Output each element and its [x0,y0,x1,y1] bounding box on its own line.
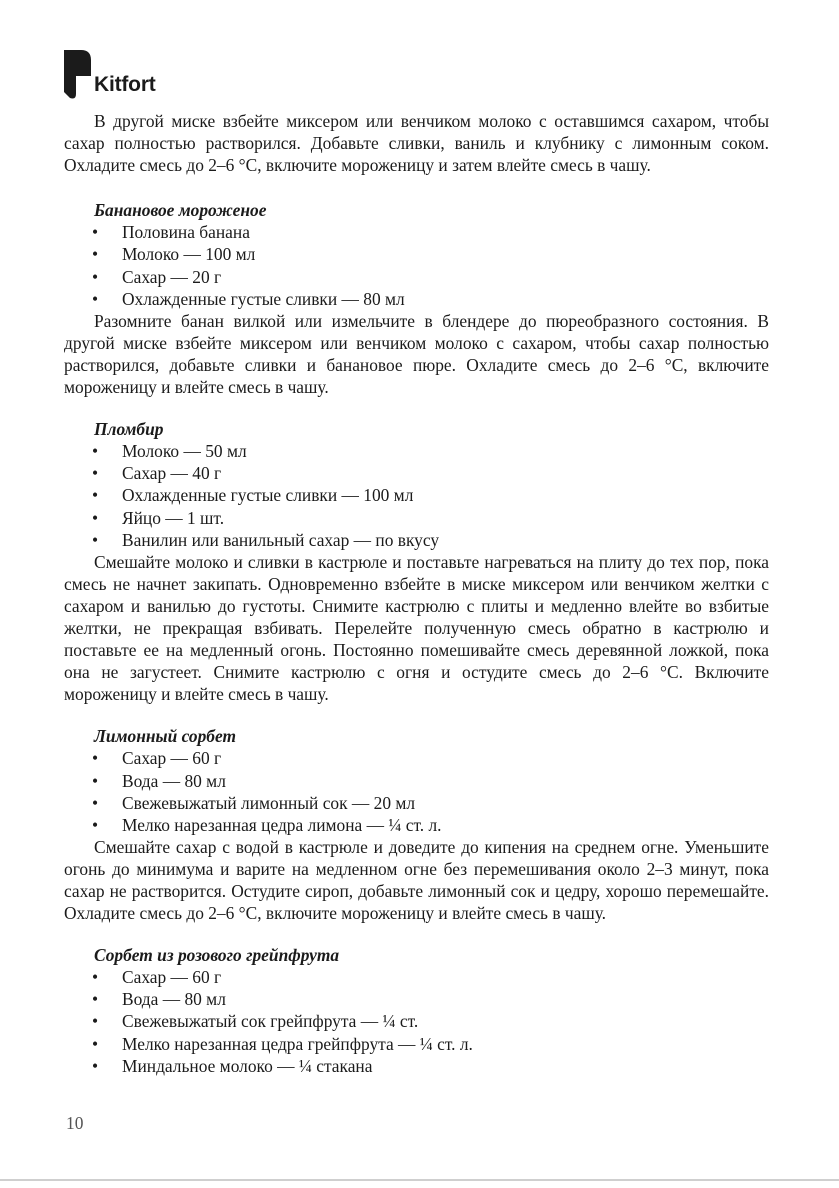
ingredient-item: • Яйцо — 1 шт. [64,507,769,529]
recipe-title: Банановое мороженое [94,200,267,221]
page-bottom-divider [0,1179,839,1181]
page-number: 10 [66,1113,84,1133]
recipe-instructions: Смешайте молоко и сливки в кастрюле и поставьте нагреваться на плиту до тех пор, пока смесь не начнет закипать. Одновременно взбейте в миске миксером или венчиком желтки с сахаром и ванилью до густоты. Снимите кастрюлю с плиты и медленно влейте во взбитые желтки, не прекращая взбивать. Перелейте полученную смесь обратно в кастрюлю и поставьте ее на медленный огонь. Постоянно помешивайте смесь деревянной ложкой, пока она не загустеет. Снимите кастрюлю с огня и остудите смесь до 2–6 °С. Включите мороженицу и влейте смесь в чашу. [64,551,769,705]
ingredient-item: • Сахар — 60 г [64,966,769,988]
ingredient-item: • Вода — 80 мл [64,988,769,1010]
ingredient-item: • Сахар — 20 г [64,266,769,288]
ingredient-item: • Свежевыжатый лимонный сок — 20 мл [64,792,769,814]
ingredient-item: • Миндальное молоко — ¼ стакана [64,1055,769,1077]
intro-paragraph: В другой миске взбейте миксером или венчиком молоко с оставшимся сахаром, чтобы сахар полностью растворился. Добавьте сливки, ваниль и клубнику с лимонным соком. Охладите смесь до 2–6 °С, включите мороженицу и затем влейте смесь в чашу. [64,111,769,176]
recipe-title: Лимонный сорбет [94,726,236,747]
ingredient-item: • Мелко нарезанная цедра лимона — ¼ ст. л. [64,814,769,836]
ingredient-item: • Мелко нарезанная цедра грейпфрута — ¼ ст. л. [64,1033,769,1055]
recipe-title: Сорбет из розового грейпфрута [94,945,340,966]
kitfort-flag-logo-icon [64,50,91,100]
brand-logo [64,48,156,100]
ingredient-item: • Молоко — 50 мл [64,440,769,462]
ingredient-list [64,440,769,550]
ingredient-item: • Вода — 80 мл [64,770,769,792]
ingredient-item: • Сахар — 60 г [64,747,769,769]
ingredient-item: • Сахар — 40 г [64,462,769,484]
ingredient-list [64,221,769,309]
ingredient-item: • Ванилин или ванильный сахар — по вкусу [64,529,769,551]
ingredient-list [64,966,769,1076]
recipe-instructions: Смешайте сахар с водой в кастрюле и доведите до кипения на среднем огне. Уменьшите огонь до минимума и варите на медленном огне без перемешивания около 2–3 минут, пока сахар не растворится. Остудите сироп, добавьте лимонный сок и цедру, хорошо перемешайте. Охладите смесь до 2–6 °С, включите мороженицу и влейте смесь в чашу. [64,836,769,924]
ingredient-item: • Охлажденные густые сливки — 80 мл [64,288,769,310]
recipe-instructions: Разомните банан вилкой или измельчите в блендере до пюреобразного состояния. В другой миске взбейте миксером или венчиком молоко с сахаром, чтобы сахар полностью растворился, добавьте сливки и банановое пюре. Охладите смесь до 2–6 °С, включите мороженицу и влейте смесь в чашу. [64,310,769,398]
ingredient-item: • Молоко — 100 мл [64,243,769,265]
ingredient-item: • Свежевыжатый сок грейпфрута — ¼ ст. [64,1010,769,1032]
recipe-title: Пломбир [94,419,164,440]
ingredient-item: • Охлажденные густые сливки — 100 мл [64,484,769,506]
page-content [64,110,769,1077]
ingredient-list [64,747,769,835]
ingredient-item: • Половина банана [64,221,769,243]
brand-name: Kitfort [94,73,156,96]
